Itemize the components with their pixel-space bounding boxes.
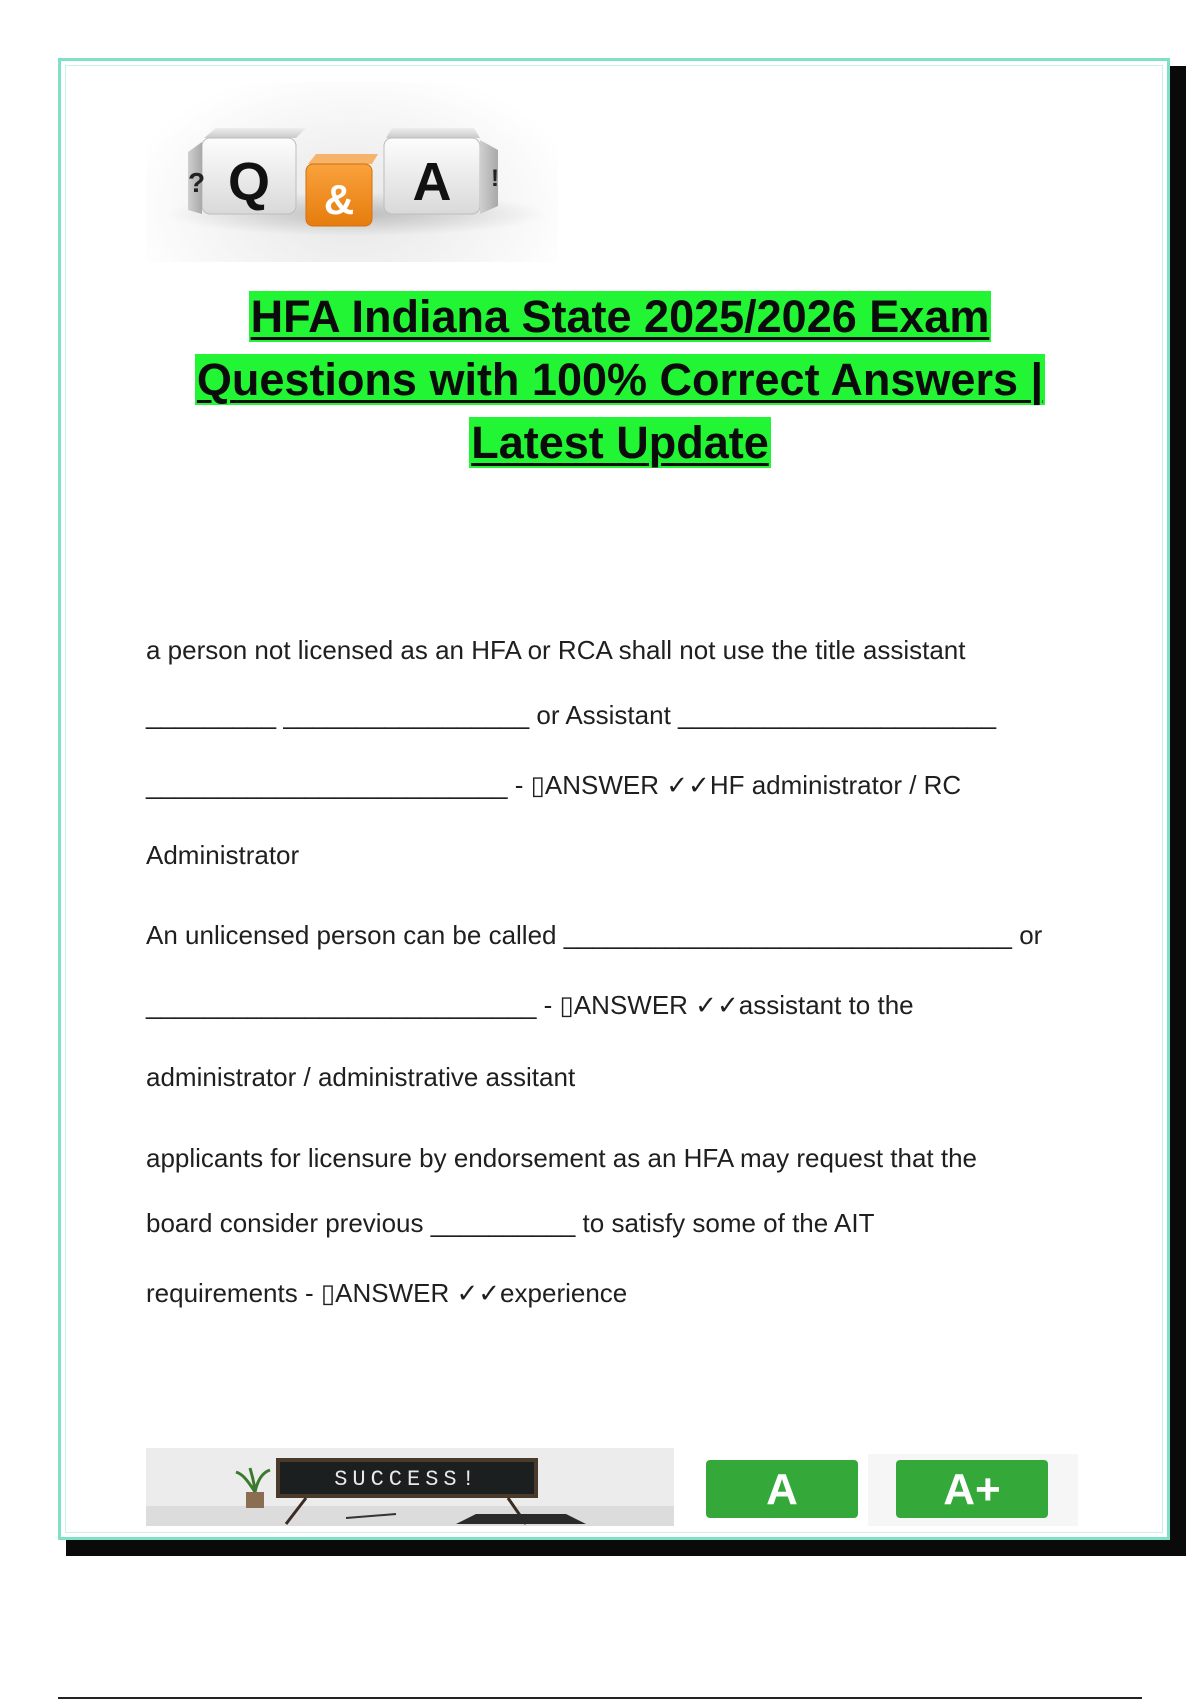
- question-3-answer-line: requirements - ▯ANSWER ✓✓experience: [146, 1278, 628, 1308]
- document-title: [130, 285, 1110, 474]
- question-1-line-2: _________ _________________ or Assistant ______________________: [146, 700, 997, 730]
- grade-a-plus-label: A+: [943, 1465, 1001, 1514]
- question-3-line-1: applicants for licensure by endorsement as an HFA may request that the: [146, 1143, 978, 1173]
- title-line-1: HFA Indiana State 2025/2026 Exam: [250, 291, 990, 342]
- question-1-line-4: Administrator: [146, 840, 300, 870]
- title-line-2: Questions with 100% Correct Answers |: [196, 354, 1044, 405]
- question-3-line-2: board consider previous __________ to satisfy some of the AIT: [146, 1208, 875, 1238]
- svg-text:&: &: [323, 176, 355, 223]
- success-chalkboard-image: [146, 1448, 674, 1526]
- question-2-answer-line: ___________________________ - ▯ANSWER ✓✓assistant to the: [146, 990, 914, 1020]
- grade-a-label: A: [766, 1465, 798, 1514]
- svg-text:A: A: [412, 152, 452, 212]
- svg-text:SUCCESS!: SUCCESS!: [334, 1467, 480, 1492]
- question-2-line-1: An unlicensed person can be called _______________________________ or: [146, 920, 1043, 950]
- ampersand-die: [306, 154, 378, 226]
- grade-badges: [698, 1454, 1078, 1526]
- svg-text:Q: Q: [227, 152, 271, 212]
- bottom-divider: [58, 1697, 1142, 1699]
- question-1-line-1: a person not licensed as an HFA or RCA shall not use the title assistant: [146, 635, 966, 665]
- qa-dice-logo: [146, 82, 558, 262]
- q-die: [188, 128, 306, 214]
- a-die: [384, 128, 499, 214]
- question-1-answer-line: _________________________ - ▯ANSWER ✓✓HF administrator / RC: [146, 770, 962, 800]
- title-line-3: Latest Update: [471, 417, 769, 468]
- question-2-line-3: administrator / administrative assitant: [146, 1062, 576, 1092]
- svg-text:?: ?: [188, 167, 206, 198]
- svg-text:!: !: [491, 165, 499, 192]
